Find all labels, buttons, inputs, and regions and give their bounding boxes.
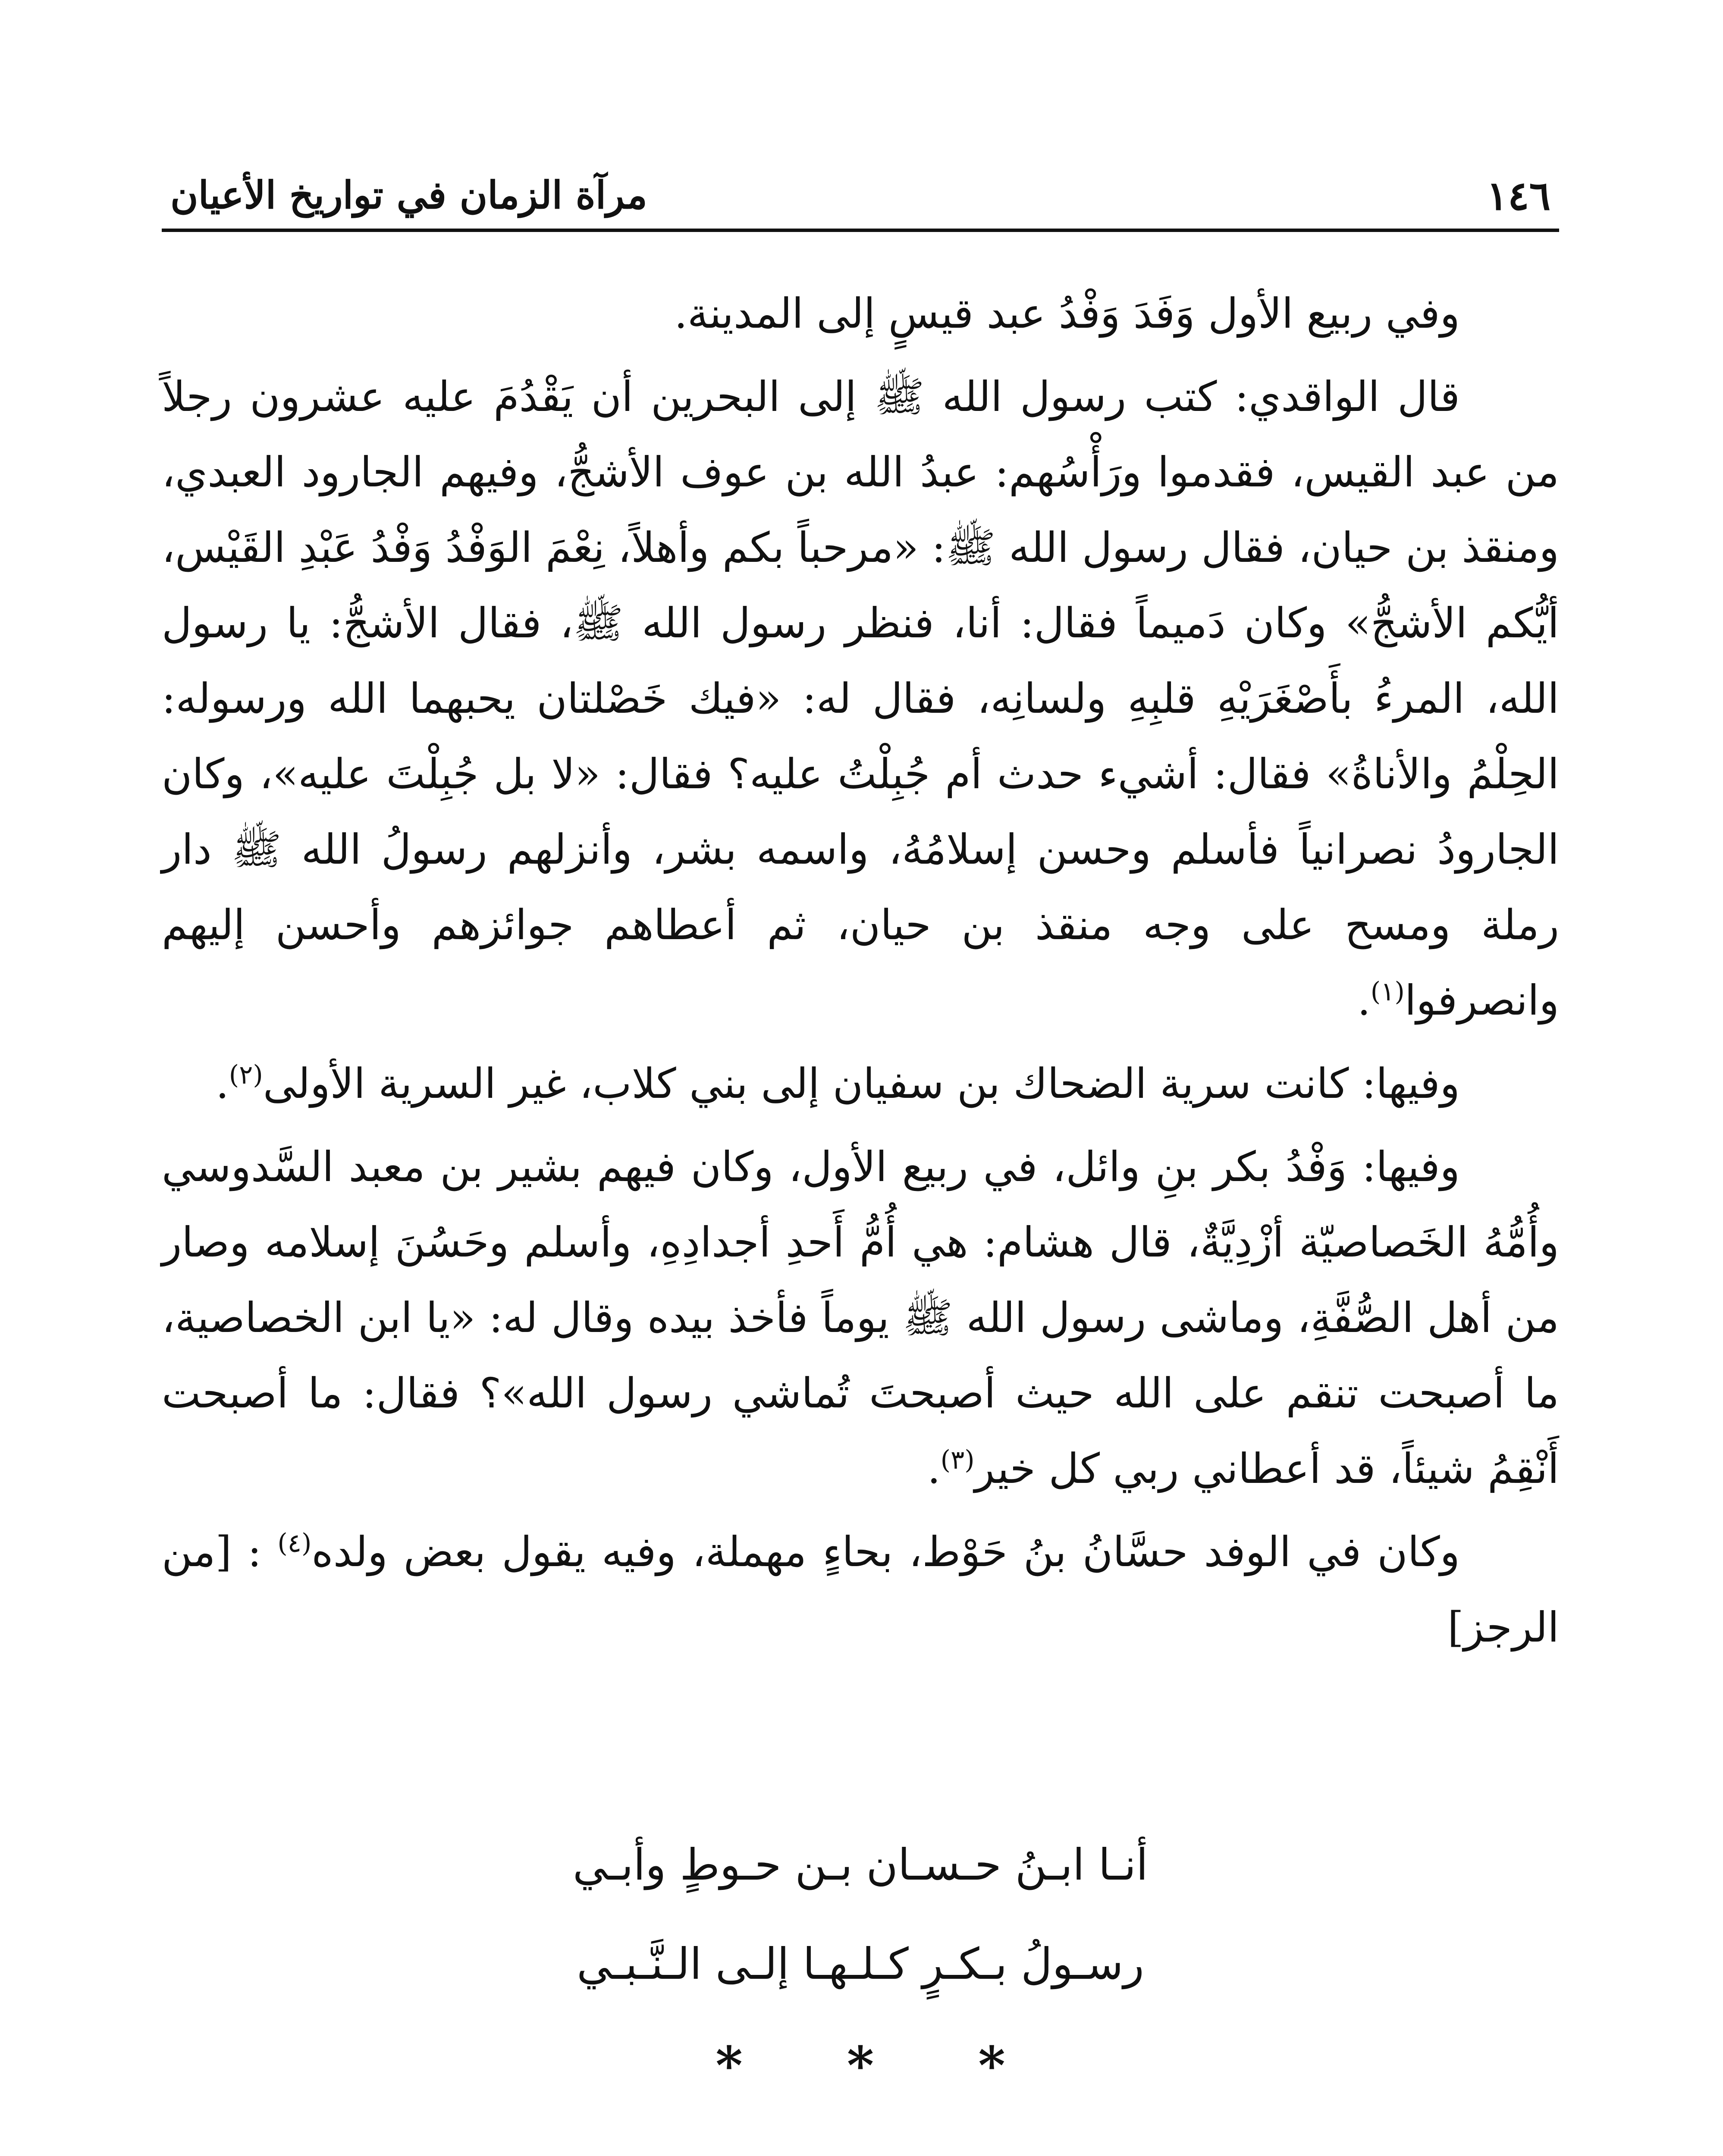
poem bbox=[162, 1815, 1559, 2014]
paragraph: قال الواقدي: كتب رسول الله ﷺ إلى البحرين أن يَقْدُمَ عليه عشرون رجلاً من عبد القيس، فقدموا ورَأْسُهم: عبدُ الله بن عوف الأشجُّ، وفيهم الجارود العبدي، ومنقذ بن حيان، فقال رسول الله ﷺ: «مرحباً بكم وأهلاً، نِعْمَ الوَفْدُ وَفْدُ عَبْدِ القَيْس، أيُّكم الأشجُّ» وكان دَميماً فقال: أنا، فنظر رسول الله ﷺ، فقال الأشجُّ: يا رسول الله، المرءُ بأَصْغَرَيْهِ قلبِهِ ولسانِه، فقال له: «فيك خَصْلتان يحبهما الله ورسوله: الحِلْمُ والأناةُ» فقال: أشيء حدث أم جُبِلْتُ عليه؟ فقال: «لا بل جُبِلْتَ عليه»، وكان الجارودُ نصرانياً فأسلم وحسن إسلامُهُ، واسمه بشر، وأنزلهم رسولُ الله ﷺ دار رملة ومسح على وجه منقذ بن حيان، ثم أعطاهم جوائزهم وأحسن إليهم وانصرفوا$^{(١)}$. bbox=[162, 373, 1560, 1025]
paragraph: وفيها: وَفْدُ بكر بنِ وائل، في ربيع الأول، وكان فيهم بشير بن معبد السَّدوسي وأُمُّهُ الخَصاصيّة أزْدِيَّةٌ، قال هشام: هي أُمُّ أَحدِ أجدادِهِ، وأسلم وحَسُنَ إسلامه وصار من أهل الصُّفَّةِ، وماشى رسول الله ﷺ يوماً فأخذ بيده وقال له: «يا ابن الخصاصية، ما أصبحت تنقم على الله حيث أصبحتَ تُماشي رسول الله»؟ فقال: ما أصبحت أَنْقِمُ شيئاً، قد أعطاني ربي كل خير$^{(٣)}$. bbox=[162, 1143, 1559, 1493]
paragraph: وفيها: كانت سرية الضحاك بن سفيان إلى بني كلاب، غير السرية الأولى$^{(٢)}$. bbox=[216, 1059, 1460, 1108]
section-separator: * * * bbox=[716, 2035, 1005, 2096]
footnote-marker: (٤) bbox=[277, 1528, 312, 1558]
main-text bbox=[162, 276, 1559, 1673]
footnote-marker: (٢) bbox=[229, 1060, 263, 1090]
footnote-marker: (٣) bbox=[940, 1445, 975, 1475]
page-header bbox=[162, 155, 1559, 232]
paragraph: وكان في الوفد حسَّانُ بنُ حَوْط، بحاءٍ مهملة، وفيه يقول بعض ولده$^{(٤)}$ : [من الرجز] bbox=[162, 1528, 1559, 1651]
footnote-marker: (١) bbox=[1370, 977, 1405, 1007]
meter-label: : [من الرجز] bbox=[162, 1528, 1559, 1651]
poem-line: أنـا ابـنُ حـسـان بـن حـوطٍ وأبـي bbox=[573, 1839, 1148, 1890]
poem-line: رسـولُ بـكـرٍ كـلـهـا إلـى الـنَّـبـي bbox=[577, 1939, 1144, 1989]
paragraph: وفي ربيع الأول وَفَدَ وَفْدُ عبد قيسٍ إلى المدينة. bbox=[674, 289, 1460, 338]
page-number: ١٤٦ bbox=[1486, 172, 1550, 219]
book-title: مرآة الزمان في تواريخ الأعيان bbox=[170, 172, 647, 217]
